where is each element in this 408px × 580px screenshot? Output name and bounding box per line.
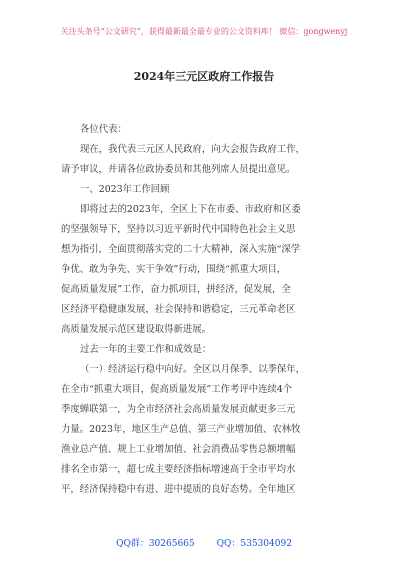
paragraph-line: 促高质量发展”工作，奋力抓项目，拼经济，促发展，全	[61, 284, 291, 295]
paragraph-line: 排名全市第一，超七成主要经济指标增速高于全市平均水	[61, 464, 296, 475]
footer-qq-group: QQ群：30265665	[116, 539, 195, 549]
document-body	[61, 120, 351, 500]
paragraph-line: 想为指引，全面贯彻落实党的二十大精神，深入实施“深学	[61, 244, 301, 255]
paragraph-line: （一）经济运行稳中向好。全区以月保季、以季保年，	[80, 364, 306, 375]
paragraph-line: 现在，我代表三元区人民政府，向大会报告政府工作，	[80, 144, 306, 155]
paragraph-line: 区经济平稳健康发展，社会保持和谐稳定，三元革命老区	[61, 304, 296, 315]
paragraph-line: 请予审议，并请各位政协委员和其他列席人员提出意见。	[61, 164, 296, 175]
promo-banner[interactable]: 关注头条号“公文研究”，获得最新最全最专业的公文资料库！ 微信：gongwenyj	[60, 27, 348, 36]
document-title: 2024年三元区政府工作报告	[133, 70, 275, 83]
footer-contact	[0, 536, 408, 549]
paragraph-line: 在全市“抓重大项目，促高质量发展”工作考评中连续4个	[61, 384, 293, 395]
paragraph-line: 高质量发展示范区建设取得新进展。	[61, 324, 212, 335]
paragraph-line: 一、2023年工作回顾	[80, 184, 170, 195]
paragraph-line: 的坚强领导下，坚持以习近平新时代中国特色社会主义思	[61, 224, 296, 235]
paragraph-line: 力量。2023年，地区生产总值、第三产业增加值、农林牧	[61, 424, 301, 435]
paragraph-line: 平，经济保持稳中有进、进中提质的良好态势。全年地区	[61, 484, 296, 495]
paragraph-line: 争优、敢为争先、实干争效”行动，围绕“抓重大项目，	[61, 264, 287, 275]
paragraph-line: 季度蝉联第一，为全市经济社会高质量发展贡献更多三元	[61, 404, 296, 415]
footer-qq-number: QQ：535304092	[216, 539, 292, 549]
paragraph-line: 即将过去的2023年，全区上下在市委、市政府和区委	[80, 204, 301, 215]
paragraph-line: 过去一年的主要工作和成效是：	[80, 344, 212, 355]
paragraph-line: 渔业总产值、规上工业增加值、社会消费品零售总额增幅	[61, 444, 296, 455]
paragraph-line: 各位代表：	[80, 124, 127, 135]
